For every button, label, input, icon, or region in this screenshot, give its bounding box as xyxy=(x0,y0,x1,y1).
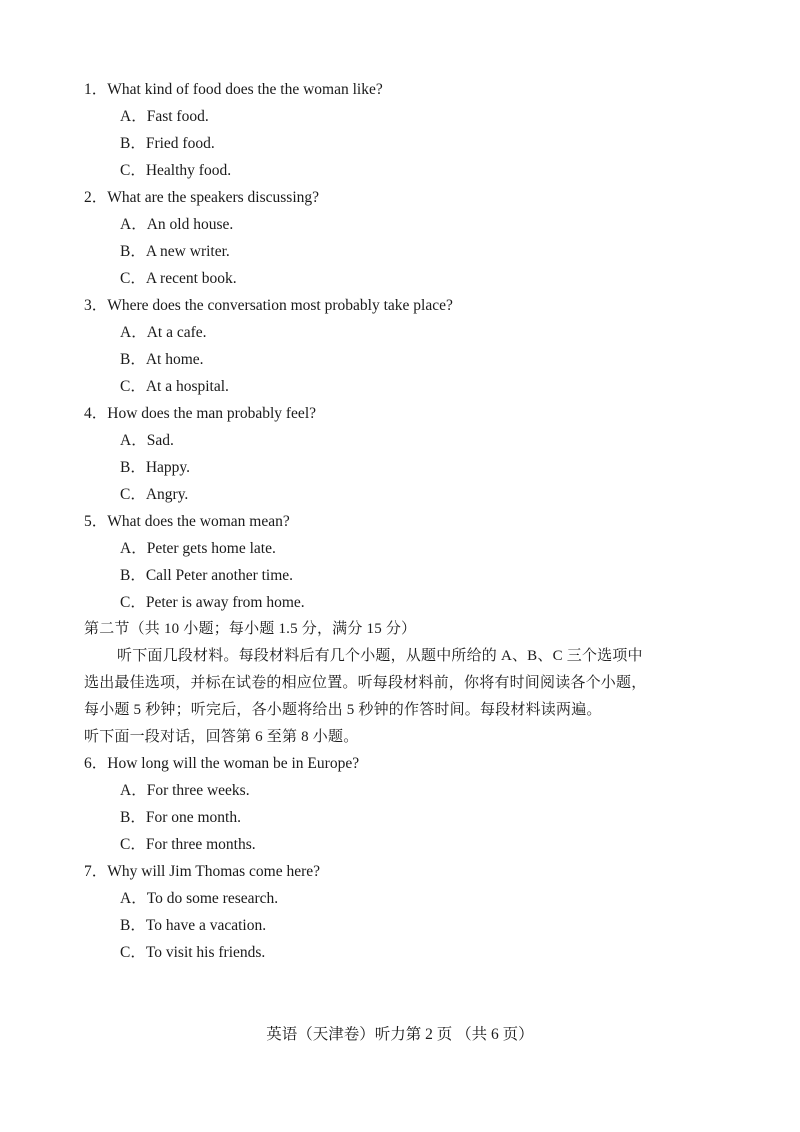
question-2-option-a: A．An old house. xyxy=(120,216,234,233)
question-1-option-b: B．Fried food. xyxy=(120,135,215,152)
question-5-option-c: C．Peter is away from home. xyxy=(120,594,305,611)
question-3-option-a: A．At a cafe. xyxy=(120,324,207,341)
question-6-option-c: C．For three months. xyxy=(120,836,256,853)
section-2-instruction-line-3: 每小题 5 秒钟；听完后，各小题将给出 5 秒钟的作答时间。每段材料读两遍。 xyxy=(84,702,602,718)
question-7-option-c: C．To visit his friends. xyxy=(120,944,266,961)
question-6-option-a: A．For three weeks. xyxy=(120,782,250,799)
question-1-stem: 1．What kind of food does the the woman like? xyxy=(84,81,383,98)
question-3-option-c: C．At a hospital. xyxy=(120,378,229,395)
question-7-option-a: A．To do some research. xyxy=(120,890,279,907)
question-3-stem: 3．Where does the conversation most probably take place? xyxy=(84,297,453,314)
question-2-stem: 2．What are the speakers discussing? xyxy=(84,189,320,206)
question-2-option-c: C．A recent book. xyxy=(120,270,237,287)
question-6-option-b: B．For one month. xyxy=(120,809,241,826)
question-7-option-b: B．To have a vacation. xyxy=(120,917,267,934)
question-1-option-a: A．Fast food. xyxy=(120,108,209,125)
section-2-sub-instruction: 听下面一段对话，回答第 6 至第 8 小题。 xyxy=(84,729,359,745)
question-2-option-b: B．A new writer. xyxy=(120,243,230,260)
question-1-option-c: C．Healthy food. xyxy=(120,162,232,179)
question-4-option-c: C．Angry. xyxy=(120,486,189,503)
section-2-instruction-line-2: 选出最佳选项，并标在试卷的相应位置。听每段材料前，你将有时间阅读各个小题， xyxy=(84,675,647,691)
section-2-heading: 第二节（共 10 小题；每小题 1.5 分，满分 15 分） xyxy=(84,621,417,637)
question-5-option-b: B．Call Peter another time. xyxy=(120,567,294,584)
question-4-stem: 4．How does the man probably feel? xyxy=(84,405,317,422)
question-4-option-b: B．Happy. xyxy=(120,459,191,476)
question-3-option-b: B．At home. xyxy=(120,351,204,368)
question-4-option-a: A．Sad. xyxy=(120,432,174,449)
question-5-option-a: A．Peter gets home late. xyxy=(120,540,276,557)
page-footer: 英语（天津卷）听力第 2 页 （共 6 页） xyxy=(266,1026,534,1043)
question-5-stem: 5．What does the woman mean? xyxy=(84,513,290,530)
section-2-instruction-line-1: 听下面几段材料。每段材料后有几个小题，从题中所给的 A、B、C 三个选项中 xyxy=(117,648,643,664)
question-7-stem: 7．Why will Jim Thomas come here? xyxy=(84,863,321,880)
question-6-stem: 6．How long will the woman be in Europe? xyxy=(84,755,360,772)
